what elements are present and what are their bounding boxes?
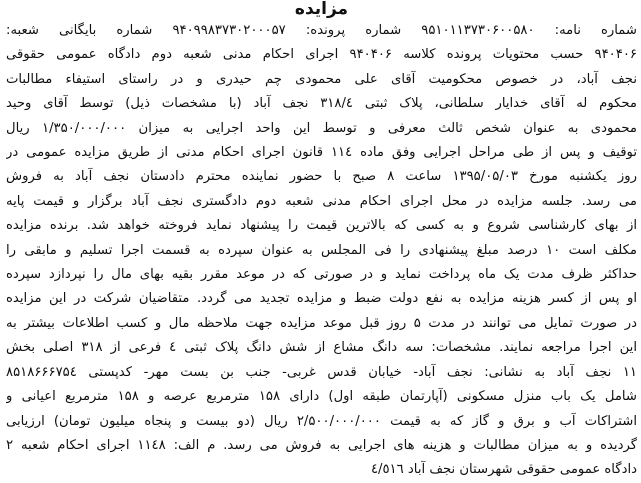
notice-line: اشتراکات آب و برق و گاز که به قیمت ۲/۵۰۰/۰۰۰/۰۰۰ ریال (دو بیست و پنجاه میلیون تومان) ارزیابی xyxy=(6,413,637,429)
notice-line: ۹۴۰۴۰۶ حسب محتویات پرونده کلاسه ۹۴۰۴۰۶ اجرای احکام مدنی شعبه دوم دادگاه عمومی حقوقی xyxy=(6,47,637,63)
notice-line: گردیده و به میزان مطالبات و هزینه های اجرایی به فروش می رسد. م الف: ۱۱٤۸ اجرای احکام شعبه ۲ xyxy=(6,437,637,453)
notice-line: نجف آباد، در خصوص محکومیت آقای علی محمودی چم حیدری و در راستای استیفاء مطالبات xyxy=(6,71,637,87)
notice-line: دادگاه عمومی حقوقی شهرستان نجف آباد ٤/٥١٦ xyxy=(370,462,637,478)
notice-line: ۱۱ نجف آباد به نشانی: نجف آباد- خیابان قدس غربی- جنب بن بست مهر- کدپستی ۸۵۱۸۶۶۶۷۵٤ xyxy=(6,364,637,380)
notice-line: روز یکشنبه مورخ ۱۳۹۵/۰۵/۰۳ ساعت ۸ صبح با حضور نماینده محترم دادستان نجف آباد به فروش xyxy=(6,169,637,185)
notice-body xyxy=(6,19,637,483)
notice-line: محکوم له آقای خدایار سلطانی، پلاک ثبتی ۳۱۸/٤ نجف آباد (با مشخصات ذیل) توسط آقای وحید xyxy=(6,96,637,112)
notice-line: این اجرا مراجعه نمایند. مشخصات: سه دانگ مشاع از شش دانگ پلاک ثبتی ٤ فرعی از ۳۱۸ اصلی بخش xyxy=(6,340,637,356)
notice-line: او پس از کسر هزینه مزایده به نفع دولت ضبط و مزایده تجدید می گردد. متقاضیان شرکت در این مزایده xyxy=(6,291,637,307)
notice-line: مکلف است ۱۰ درصد مبلغ پیشنهادی را فی المجلس به عنوان سپرده به قسمت اجرا تسلیم و مابقی را xyxy=(6,242,637,258)
notice-line: می رسد. جلسه مزایده در محل اجرای احکام مدنی شعبه دوم دادگستری نجف آباد برگزار و قیمت پایه xyxy=(6,193,637,209)
notice-title: مزایده xyxy=(294,0,349,19)
notice-line: در صورت تمایل می توانند در مدت ۵ روز قبل موعد مزایده جهت ملاحظه مال و کسب اطلاعات بیشتر به xyxy=(6,315,637,331)
notice-line: از بهای کارشناسی شروع و به کسی که بالاترین قیمت را پیشنهاد نماید فروخته خواهد شد. برنده مزایده xyxy=(6,218,637,234)
notice-line: شماره نامه: ۹۵۱۰۱۱۳۷۳۰۶۰۰۵۸۰ شماره پرونده: ۹۴۰۹۹۸۳۷۳۰۲۰۰۰۵۷ شماره بایگانی شعبه: xyxy=(6,23,637,38)
notice-line: محمودی به عنوان شخص ثالث معرفی و توسط این واحد اجرایی به میزان ۱/۳۵۰/۰۰۰/۰۰۰ ریال xyxy=(6,120,637,136)
notice-line: توقیف و پس از طی مراحل اجرایی وفق ماده ۱۱٤ قانون اجرای احکام مدنی از طریق مزایده عمومی در xyxy=(6,145,637,161)
notice-line: شامل یک باب منزل مسکونی (آپارتمان طبقه اول) دارای ۱۵۸ مترمربع عرصه و ۱۵۸ مترمربع اعیانی و xyxy=(6,389,637,405)
notice-line: حداکثر ظرف مدت یک ماه پرداخت نماید و در صورتی که در موعد مقرر بقیه بهای مال را نپردازد سپرده xyxy=(6,267,637,283)
